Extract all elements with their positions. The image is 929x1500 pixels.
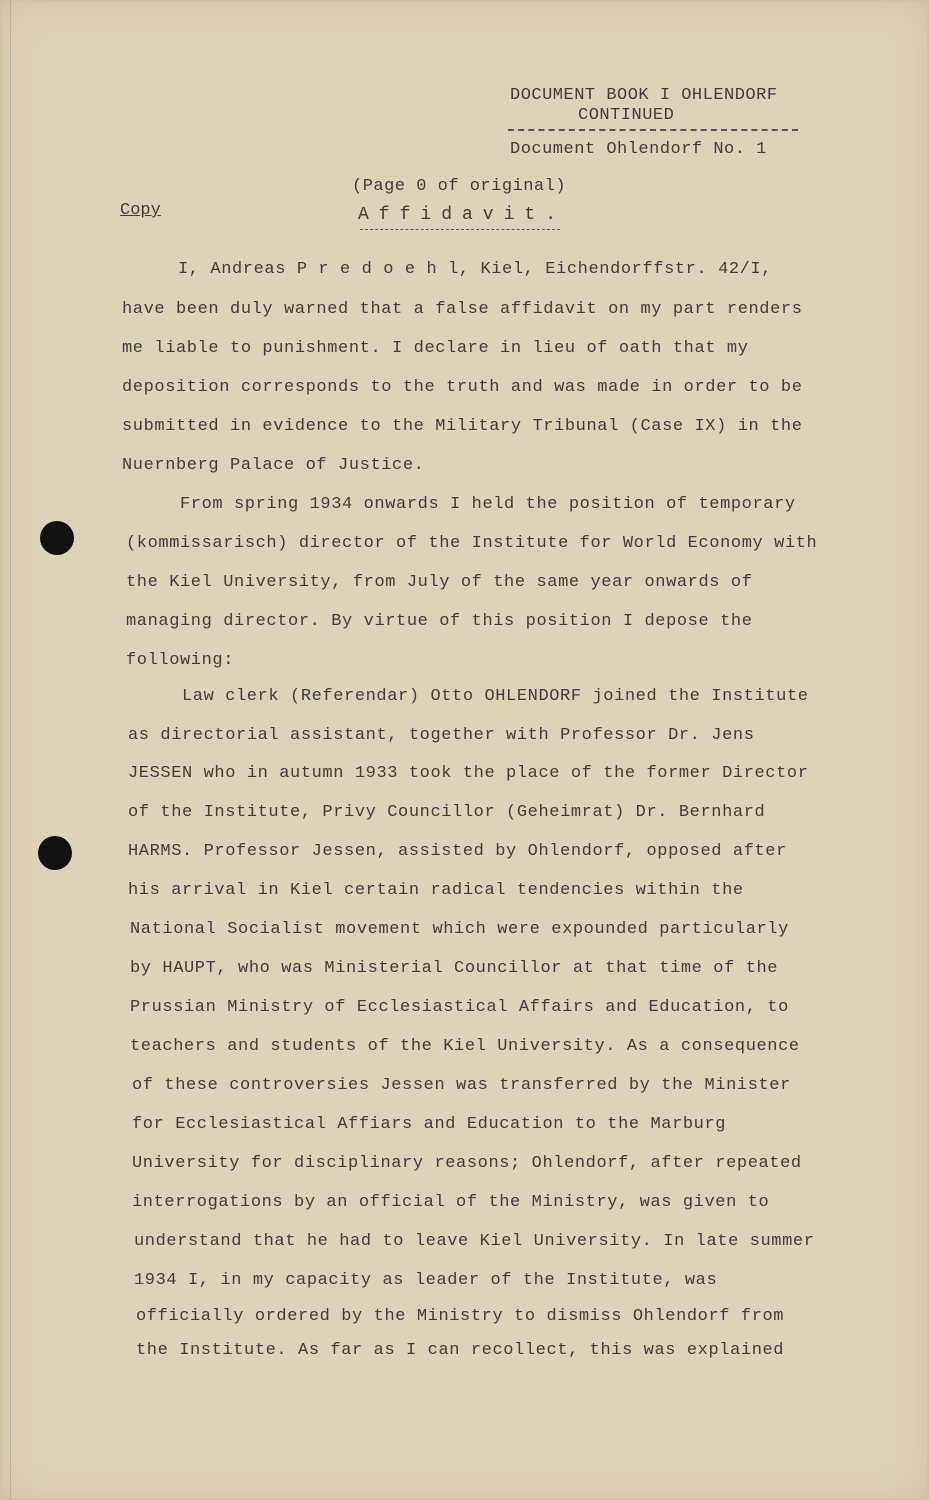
body-line: for Ecclesiastical Affiars and Education to the Marburg [132, 1115, 727, 1134]
body-line: HARMS. Professor Jessen, assisted by Ohlendorf, opposed after [128, 842, 787, 861]
body-line: teachers and students of the Kiel University. As a consequence [130, 1037, 800, 1056]
title-underline [360, 229, 560, 230]
body-line: University for disciplinary reasons; Ohlendorf, after repeated [132, 1154, 802, 1173]
document-number: Document Ohlendorf No. 1 [510, 140, 767, 159]
body-line: deposition corresponds to the truth and was made in order to be [122, 378, 803, 397]
body-line: have been duly warned that a false affidavit on my part renders [122, 300, 803, 319]
body-line: the Kiel University, from July of the same year onwards of [126, 573, 753, 592]
body-line: From spring 1934 onwards I held the position of temporary [180, 495, 796, 514]
punch-hole [40, 521, 74, 555]
body-line: interrogations by an official of the Ministry, was given to [132, 1193, 770, 1212]
body-line: Prussian Ministry of Ecclesiastical Affairs and Education, to [130, 998, 789, 1017]
body-line: I, Andreas P r e d o e h l, Kiel, Eichendorffstr. 42/I, [178, 260, 773, 279]
body-line: following: [126, 651, 235, 670]
page-edge [10, 0, 11, 1500]
continued-label: CONTINUED [578, 106, 675, 125]
body-line: (kommissarisch) director of the Institute for World Economy with [126, 534, 818, 553]
body-line: National Socialist movement which were expounded particularly [130, 920, 789, 939]
body-line: JESSEN who in autumn 1933 took the place of the former Director [128, 764, 809, 783]
affidavit-title: Affidavit. [358, 205, 567, 225]
body-line: understand that he had to leave Kiel University. In late summer [134, 1232, 815, 1251]
body-line: officially ordered by the Ministry to dismiss Ohlendorf from [136, 1307, 785, 1326]
body-line: managing director. By virtue of this position I depose the [126, 612, 753, 631]
body-line: me liable to punishment. I declare in lieu of oath that my [122, 339, 749, 358]
body-line: of the Institute, Privy Councillor (Geheimrat) Dr. Bernhard [128, 803, 766, 822]
body-line: his arrival in Kiel certain radical tendencies within the [128, 881, 744, 900]
body-line: 1934 I, in my capacity as leader of the Institute, was [134, 1271, 718, 1290]
body-line: as directorial assistant, together with Professor Dr. Jens [128, 726, 755, 745]
header-rule [508, 129, 798, 131]
document-book-heading: DOCUMENT BOOK I OHLENDORF [510, 86, 778, 105]
copy-label: Copy [120, 201, 161, 220]
body-line: of these controversies Jessen was transferred by the Minister [132, 1076, 791, 1095]
body-line: the Institute. As far as I can recollect, this was explained [136, 1341, 785, 1360]
body-line: by HAUPT, who was Ministerial Councillor at that time of the [130, 959, 779, 978]
punch-hole [38, 836, 72, 870]
body-line: submitted in evidence to the Military Tribunal (Case IX) in the [122, 417, 803, 436]
body-line: Law clerk (Referendar) Otto OHLENDORF joined the Institute [182, 687, 809, 706]
page-note: (Page 0 of original) [352, 177, 567, 196]
body-line: Nuernberg Palace of Justice. [122, 456, 425, 475]
